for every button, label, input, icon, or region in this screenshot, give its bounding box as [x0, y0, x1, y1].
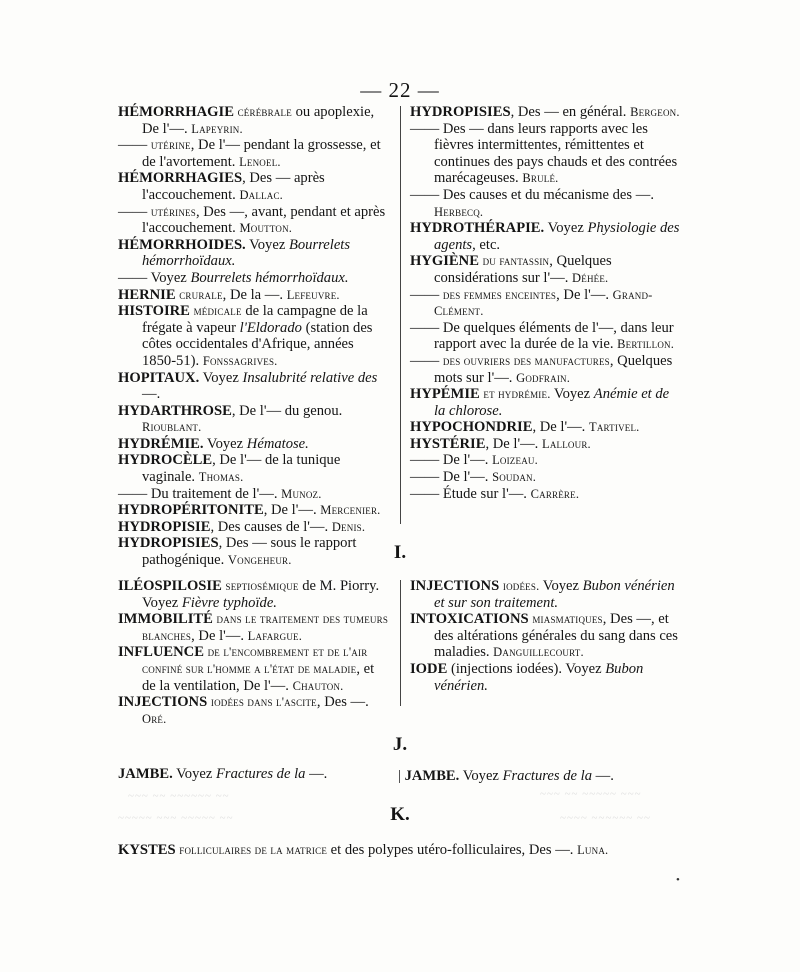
- index-entry: HOPITAUX. Voyez Insalubrité relative des —.: [118, 369, 378, 403]
- index-entry: INFLUENCE de l'encombrement et de l'air confiné sur l'homme a l'état de maladie, et de la ventilation, De l'—. Chauton.: [118, 644, 375, 694]
- index-entry: —— Du traitement de l'—. Munoz.: [118, 485, 322, 502]
- index-entry: HYDROPÉRITONITE, De l'—. Mercenier.: [118, 502, 381, 519]
- index-entry: IMMOBILITÉ dans le traitement des tumeurs blanches, De l'—. Lafargue.: [118, 611, 389, 644]
- index-entry: HYDROTHÉRAPIE. Voyez Physiologie des agents, etc.: [410, 220, 680, 253]
- index-entry: —— De l'—. Loizeau.: [410, 452, 538, 469]
- index-entry: HYPÉMIE et hydrémie. Voyez Anémie et de la chlorose.: [410, 386, 670, 419]
- index-entry: INJECTIONS iodées dans l'ascite, Des —. Oré.: [118, 694, 369, 726]
- index-entry: —— Des — dans leurs rapports avec les fièvres intermittentes, rémittentes et continues des pays chauds et des contrées marécageuses. Brulé.: [410, 120, 678, 187]
- column-divider-i: [400, 580, 401, 706]
- index-entry: HYDROPISIES, Des — en général. Bergeon.: [410, 104, 680, 120]
- index-entry: HISTOIRE médicale de la campagne de la frégate à vapeur l'Eldorado (station des côtes occidentales d'Afrique, années 1850-51). Fonssagrives.: [118, 303, 373, 369]
- index-entry: —— Étude sur l'—. Carrère.: [410, 485, 580, 502]
- letter-heading-i: I.: [393, 542, 407, 563]
- index-entry: INJECTIONS iodées. Voyez Bubon vénérien et sur son traitement.: [410, 578, 675, 611]
- index-entry: —— utérine, De l'— pendant la grossesse, et de l'avortement. Lenoel.: [118, 137, 381, 170]
- index-entry: —— De quelques éléments de l'—, dans leur rapport avec la durée de la vie. Bertillon.: [410, 319, 675, 353]
- bleed-through-mark: ~~~~ ~~~~~~ ~~: [560, 812, 651, 824]
- index-entry: —— des femmes enceintes, De l'—. Grand-Clément.: [410, 286, 653, 319]
- index-entry: HYDROCÈLE, De l'— de la tunique vaginale. Thomas.: [118, 452, 341, 486]
- index-entry: HERNIE crurale, De la —. Lefeuvre.: [118, 286, 340, 303]
- letter-heading-j: J.: [392, 734, 408, 755]
- letter-heading-k: K.: [390, 804, 410, 825]
- section-k-entry: KYSTES folliculaires de la matrice et des polypes utéro-folliculaires, Des —. Luna.: [118, 842, 609, 858]
- section-j-left-entry: JAMBE. Voyez Fractures de la —.: [118, 766, 328, 782]
- index-entry: HÉMORRHOIDES. Voyez Bourrelets hémorrhoïdaux.: [118, 236, 351, 270]
- bleed-through-mark: ~~~~~ ~~~ ~~~~~ ~~: [118, 812, 234, 824]
- speck-mark: •: [676, 874, 681, 886]
- index-entry: —— Des causes et du mécanisme des —. Herbecq.: [410, 186, 654, 219]
- index-entry: HYDARTHROSE, De l'— du genou. Rioublant.: [118, 402, 343, 435]
- index-entry: HYPOCHONDRIE, De l'—. Tartivel.: [410, 419, 640, 436]
- index-entry: HYGIÈNE du fantassin, Quelques considérations sur l'—. Déhée.: [410, 253, 612, 286]
- index-entry: —— De l'—. Soudan.: [410, 469, 537, 486]
- index-entry: INTOXICATIONS miasmatiques, Des —, et des altérations générales du sang dans ces maladies. Danguillecourt.: [410, 611, 678, 661]
- bleed-through-mark: ~~~ ~~ ~~~~~~ ~~: [128, 790, 230, 802]
- index-entry: HYDROPISIES, Des — sous le rapport pathogénique. Vongeheur.: [118, 535, 357, 569]
- section-i-right-column: [410, 578, 682, 694]
- column-divider-h: [400, 106, 401, 524]
- page-number: — 22 —: [360, 78, 440, 102]
- index-entry: HYDRÉMIE. Voyez Hématose.: [118, 435, 309, 452]
- index-entry: HÉMORRHAGIES, Des — après l'accouchement. Dallac.: [118, 170, 325, 203]
- bleed-through-mark: ~~~ ~~ ~~~~~ ~~~: [540, 788, 642, 800]
- section-h-left-column: [118, 104, 390, 569]
- index-entry: —— utérines, Des —, avant, pendant et après l'accouchement. Moutton.: [118, 203, 386, 237]
- index-entry: HÉMORRHAGIE cérébrale ou apoplexie, De l'—. Lapeyrin.: [118, 104, 375, 137]
- section-i-left-column: [118, 578, 390, 727]
- index-entry: —— Voyez Bourrelets hémorrhoïdaux.: [118, 269, 349, 286]
- index-entry: HYSTÉRIE, De l'—. Lallour.: [410, 435, 591, 452]
- index-entry: IODE (injections iodées). Voyez Bubon vénérien.: [410, 660, 644, 694]
- index-entry: —— des ouvriers des manufactures, Quelques mots sur l'—. Godfrain.: [410, 352, 673, 386]
- section-j-right-entry: | JAMBE. Voyez Fractures de la —.: [398, 768, 614, 784]
- section-h-right-column: [410, 104, 682, 502]
- index-entry: ILÉOSPILOSIE septiosémique de M. Piorry. Voyez Fièvre typhoïde.: [118, 578, 380, 611]
- index-entry: HYDROPISIE, Des causes de l'—. Denis.: [118, 518, 366, 535]
